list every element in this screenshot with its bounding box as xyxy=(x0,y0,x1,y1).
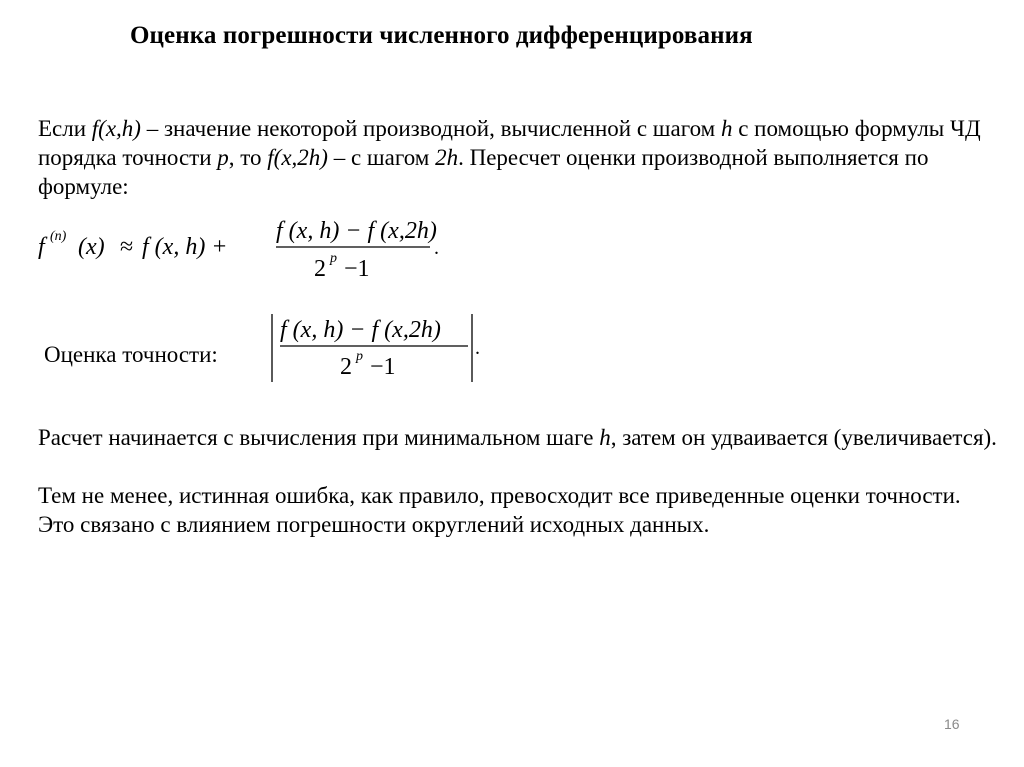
intro-paragraph xyxy=(38,114,998,201)
formula2-numerator: f (x, h) − f (x,2h) xyxy=(280,317,441,343)
formula1-denom-exp: p xyxy=(330,251,337,266)
calc-text-1: Расчет начинается с вычисления при минимальном шаге xyxy=(38,425,600,450)
accuracy-label: Оценка точности: xyxy=(44,342,218,367)
formula1-x: (x) xyxy=(78,234,105,260)
formula1-fxh: f (x, h) + xyxy=(142,234,228,260)
calc-var-h: h xyxy=(599,425,611,450)
formula2-denom-base: 2 xyxy=(340,354,352,380)
page-number: 16 xyxy=(944,716,960,732)
formula1-denom-base: 2 xyxy=(314,256,326,282)
var-fxh: f(x,h) xyxy=(91,116,141,141)
formula2-period: . xyxy=(475,337,480,359)
formula2-denom-exp: p xyxy=(356,349,363,364)
intro-text-1: Если xyxy=(38,116,92,141)
formula1-f: f xyxy=(38,234,45,260)
intro-text-6: . Пересчет оценки производной выполняется по формуле: xyxy=(38,145,929,199)
var-h: h xyxy=(720,116,733,141)
intro-text-2: – значение некоторой производной, вычисленной с шагом xyxy=(140,116,721,141)
calc-paragraph xyxy=(38,423,998,452)
calc-text-2: , затем он удваивается (увеличивается). xyxy=(610,425,997,450)
var-p: p xyxy=(217,145,229,170)
formula1-numerator: f (x, h) − f (x,2h) xyxy=(276,218,437,244)
accuracy-formula xyxy=(262,310,492,386)
derivative-formula xyxy=(38,214,468,284)
var-fx2h: f(x,2h) xyxy=(267,145,328,170)
error-paragraph: Тем не менее, истинная ошибка, как правило, превосходит все приведенные оценки точности. Это связано с влиянием погрешности округлений исходных данных. xyxy=(38,483,961,537)
intro-text-4: , то xyxy=(228,145,268,170)
slide-title: Оценка погрешности численного дифференцирования xyxy=(130,22,753,49)
formula2-denom-rest: −1 xyxy=(370,354,396,380)
var-2h: 2h xyxy=(435,145,459,170)
formula1-order: (n) xyxy=(50,229,67,244)
formula1-denom-rest: −1 xyxy=(344,256,370,282)
formula1-approx: ≈ xyxy=(120,234,134,260)
intro-text-5: – с шагом xyxy=(327,145,436,170)
intro-text-3: с помощью формулы ЧД порядка точности xyxy=(38,116,981,170)
formula1-period: . xyxy=(434,237,439,259)
